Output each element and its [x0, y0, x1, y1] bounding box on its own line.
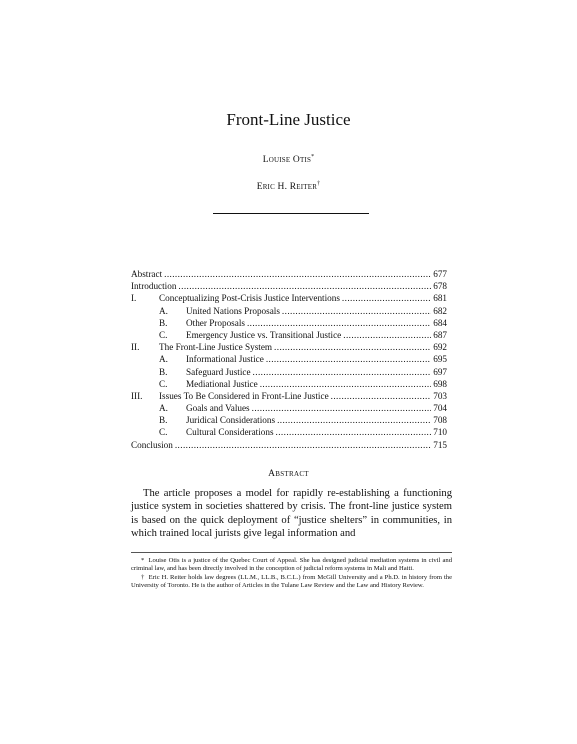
toc-entry-page: 692 [433, 342, 447, 353]
toc-leader-dots [342, 292, 431, 304]
toc-entry-page: 682 [433, 305, 447, 316]
toc-entry-page: 697 [433, 366, 447, 377]
toc-entry-page: 708 [433, 415, 447, 426]
toc-leader-dots [277, 414, 431, 426]
footnote-divider [131, 552, 452, 553]
toc-entry [131, 317, 447, 329]
toc-entry-page: 715 [433, 439, 447, 450]
toc-entry-number: I. [131, 293, 137, 304]
toc-leader-dots [260, 378, 432, 390]
toc-entry-label: Conceptualizing Post-Crisis Justice Interventions [159, 293, 340, 304]
toc-leader-dots [266, 353, 431, 365]
toc-entry-number: A. [159, 403, 168, 414]
table-of-contents [131, 268, 447, 451]
toc-entry-number: B. [159, 415, 168, 426]
toc-entry-label: The Front-Line Justice System [159, 342, 273, 353]
toc-entry-label: Conclusion [131, 439, 173, 450]
article-title: Front-Line Justice [226, 110, 351, 129]
toc-entry-number: C. [159, 329, 168, 340]
toc-leader-dots [164, 268, 431, 280]
toc-entry-number: II. [131, 342, 140, 353]
footnote [131, 557, 452, 574]
author-footnote-mark: † [317, 181, 321, 187]
title-divider [213, 213, 369, 214]
toc-entry-label: Issues To Be Considered in Front-Line Justice [159, 390, 329, 401]
toc-entry-number: A. [159, 354, 168, 365]
toc-entry-label: Other Proposals [186, 317, 245, 328]
toc-entry-page: 710 [433, 427, 447, 438]
toc-leader-dots [178, 280, 431, 292]
toc-leader-dots [247, 317, 431, 329]
toc-entry-page: 684 [433, 317, 447, 328]
toc-entry-label: Cultural Considerations [186, 427, 274, 438]
toc-entry-label: Mediational Justice [186, 378, 258, 389]
toc-entry [131, 341, 447, 353]
toc-entry [131, 426, 447, 438]
toc-entry-label: Emergency Justice vs. Transitional Justice [186, 329, 342, 340]
toc-entry [131, 366, 447, 378]
toc-entry-number: C. [159, 378, 168, 389]
footnote-mark: * [141, 557, 145, 564]
toc-leader-dots [282, 305, 431, 317]
toc-entry [131, 353, 447, 365]
toc-entry-label: Introduction [131, 281, 177, 292]
toc-leader-dots [331, 390, 432, 402]
toc-entry [131, 414, 447, 426]
toc-leader-dots [274, 341, 431, 353]
toc-leader-dots [343, 329, 431, 341]
toc-entry-page: 687 [433, 329, 447, 340]
toc-entry-page: 703 [433, 390, 447, 401]
toc-entry [131, 439, 447, 451]
toc-entry-page: 677 [433, 269, 447, 279]
toc-leader-dots [175, 439, 431, 451]
toc-entry-label: Abstract [131, 269, 163, 279]
toc-entry-label: Goals and Values [186, 403, 250, 414]
author-footnote-mark: * [311, 154, 315, 160]
toc-entry-label: Safeguard Justice [186, 366, 251, 377]
toc-entry [131, 390, 447, 402]
toc-entry-page: 695 [433, 354, 447, 365]
author-name: Louise Otis [262, 155, 312, 165]
footnotes [131, 557, 452, 591]
toc-entry [131, 378, 447, 390]
toc-entry-number: III. [131, 390, 143, 401]
toc-entry [131, 329, 447, 341]
abstract-heading: Abstract [268, 469, 309, 479]
toc-leader-dots [252, 402, 432, 414]
toc-entry-page: 678 [433, 281, 447, 292]
footnote-mark: † [141, 573, 145, 581]
toc-entry-label: Informational Justice [186, 354, 264, 365]
toc-leader-dots [253, 366, 432, 378]
toc-entry [131, 268, 447, 280]
toc-entry-label: United Nations Proposals [186, 305, 280, 316]
author-name: Eric H. Reiter [256, 182, 318, 192]
toc-entry-page: 681 [433, 293, 447, 304]
toc-entry-number: B. [159, 317, 168, 328]
author-byline [0, 151, 577, 166]
toc-entry-label: Juridical Considerations [186, 415, 276, 426]
toc-entry-number: B. [159, 366, 168, 377]
footnote [131, 574, 452, 591]
toc-leader-dots [276, 426, 432, 438]
toc-entry [131, 280, 447, 292]
toc-entry-page: 704 [433, 403, 447, 414]
toc-entry-page: 698 [433, 378, 447, 389]
toc-entry-number: C. [159, 427, 168, 438]
abstract-text: The article proposes a model for rapidly re-establishing a functioning justice system in societies shattered by crisis. The front-line justice system is based on the quick deployment of “justice shelters” in communities, in which trained local jurists give legal information and [131, 488, 452, 540]
footnote-text: Eric H. Reiter holds law degrees (LL.M., LL.B., B.C.L.) from McGill University and a Ph.D. in history from the University of Toronto. He is the author of Articles in the Tulane Law Review and the Law and History Review. [131, 573, 453, 590]
author-byline [0, 178, 577, 193]
toc-entry [131, 402, 447, 414]
footnote-text: Louise Otis is a justice of the Quebec Court of Appeal. She has designed judicial mediation systems in civil and criminal law, and has been directly involved in the conception of judicial reform systems in Mali and Haiti. [131, 557, 452, 573]
toc-entry [131, 292, 447, 304]
toc-entry-number: A. [159, 305, 168, 316]
toc-entry [131, 305, 447, 317]
